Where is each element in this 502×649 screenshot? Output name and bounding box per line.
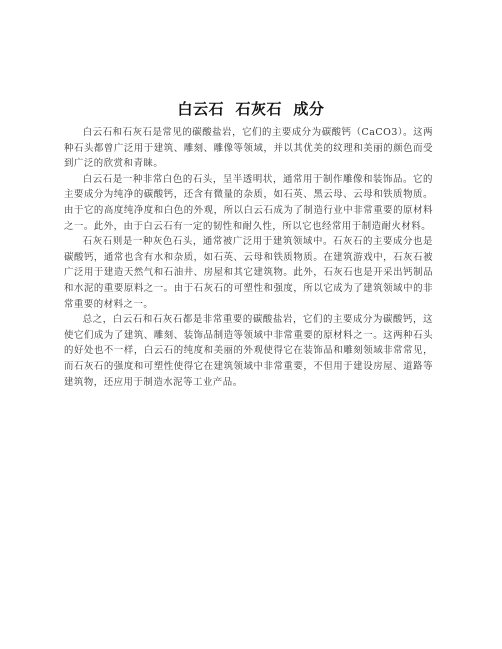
document-body [64,125,433,390]
paragraph-intro: 白云石和石灰石是常见的碳酸盐岩，它们的主要成分为碳酸钙（CaCO3）。这两种石头都曾广泛用于建筑、雕刻、雕像等领域，并以其优美的纹理和美丽的颜色而受到广泛的欣赏和青睐。 [64,127,433,170]
paragraph-conclusion: 总之，白云石和石灰石都是非常重要的碳酸盐岩，它们的主要成分为碳酸钙，这使它们成为了建筑、雕刻、装饰品制造等领域中非常重要的原材料之一。这两种石头的好处也不一样，白云石的纯度和美丽的外观使得它在装饰品和雕刻领域非常常见，而石灰石的强度和可塑性使得它在建筑领域中非常重要，不但用于建设房屋、道路等建筑物，还应用于制造水泥等工业产品。 [64,314,433,388]
paragraph-dolomite: 白云石是一种非常白色的石头，呈半透明状，通常用于制作雕像和装饰品。它的主要成分为纯净的碳酸钙，还含有微量的杂质，如石英、黑云母、云母和铁质物质。由于它的高度纯净度和白色的外观，所以白云石成为了制造行业中非常重要的原材料之一。此外，由于白云石有一定的韧性和耐久性，所以它也经常用于制造耐火材料。 [64,173,433,232]
paragraph-limestone: 石灰石则是一种灰色石头，通常被广泛用于建筑领域中。石灰石的主要成分也是碳酸钙，通常也含有水和杂质，如石英、云母和铁质物质。在建筑游戏中，石灰石被广泛用于建造天然气和石油井、房屋和其它建筑物。此外，石灰石也是开采出钙制品和水泥的重要原料之一。由于石灰石的可塑性和强度，所以它成为了建筑领域中的非常重要的材料之一。 [64,236,433,310]
document-title: 白云石 石灰石 成分 [177,100,325,118]
